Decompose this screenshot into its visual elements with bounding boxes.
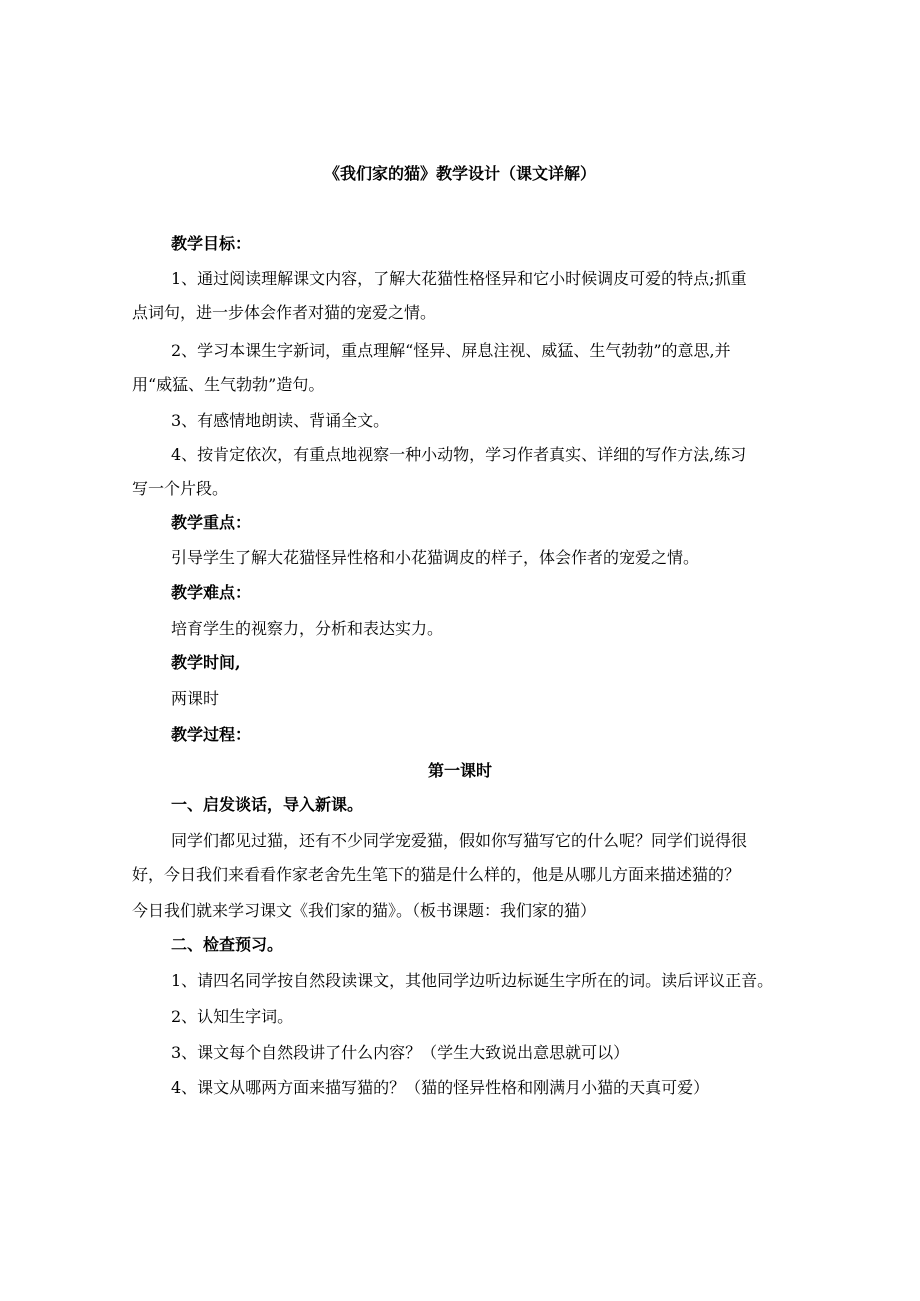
focus-heading: 教学重点：	[171, 513, 252, 532]
time-text: 两课时	[171, 689, 220, 708]
section-1-line-3: 今日我们就来学习课文《我们家的猫》。（板书课题：我们家的猫）	[132, 901, 597, 920]
objective-4-line-1: 4、按肯定依次，有重点地视察一种小动物，学习作者真实、详细的写作方法,练习	[171, 445, 747, 464]
time-heading: 教学时间,	[171, 653, 241, 672]
process-heading: 教学过程：	[171, 725, 252, 744]
section-1-heading: 一、启发谈话，导入新课。	[171, 795, 364, 814]
section-2-item-3: 3、课文每个自然段讲了什么内容？（学生大致说出意思就可以）	[171, 1043, 630, 1062]
objective-3: 3、有感情地朗读、背诵全文。	[171, 411, 390, 430]
objective-1-line-1: 1、通过阅读理解课文内容，了解大花猫性格怪异和它小时候调皮可爱的特点;抓重	[171, 269, 747, 288]
section-1-line-2: 好，今日我们来看看作家老舍先生笔下的猫是什么样的，他是从哪儿方面来描述猫的？	[132, 865, 741, 884]
section-2-heading: 二、检查预习。	[171, 935, 284, 954]
objective-2-line-2: 用“威猛、生气勃勃”造句。	[132, 375, 325, 394]
objective-4-line-2: 写一个片段。	[132, 479, 229, 498]
section-2-item-1: 1、请四名同学按自然段读课文，其他同学边听边标诞生字所在的词。读后评议正音。	[171, 971, 774, 990]
objectives-heading: 教学目标：	[171, 234, 252, 253]
section-2-item-4: 4、课文从哪两方面来描写猫的？（猫的怪异性格和刚满月小猫的天真可爱）	[171, 1078, 710, 1097]
difficulty-text: 培育学生的视察力，分析和表达实力。	[171, 619, 444, 638]
lesson-1-heading: 第一课时	[427, 761, 492, 780]
objective-2-line-1: 2、学习本课生字新词，重点理解“怪异、屏息注视、威猛、生气勃勃”的意思,并	[171, 341, 731, 360]
section-2-item-2: 2、认知生字词。	[171, 1007, 294, 1026]
focus-text: 引导学生了解大花猫怪异性格和小花猫调皮的样子，体会作者的宠爱之情。	[171, 548, 700, 567]
objective-1-line-2: 点词句，进一步体会作者对猫的宠爱之情。	[132, 303, 437, 322]
difficulty-heading: 教学难点：	[171, 583, 252, 602]
section-1-line-1: 同学们都见过猫，还有不少同学宠爱猫，假如你写猫写它的什么呢？同学们说得很	[171, 831, 748, 850]
document-title: 《我们家的猫》教学设计（课文详解）	[323, 164, 596, 183]
